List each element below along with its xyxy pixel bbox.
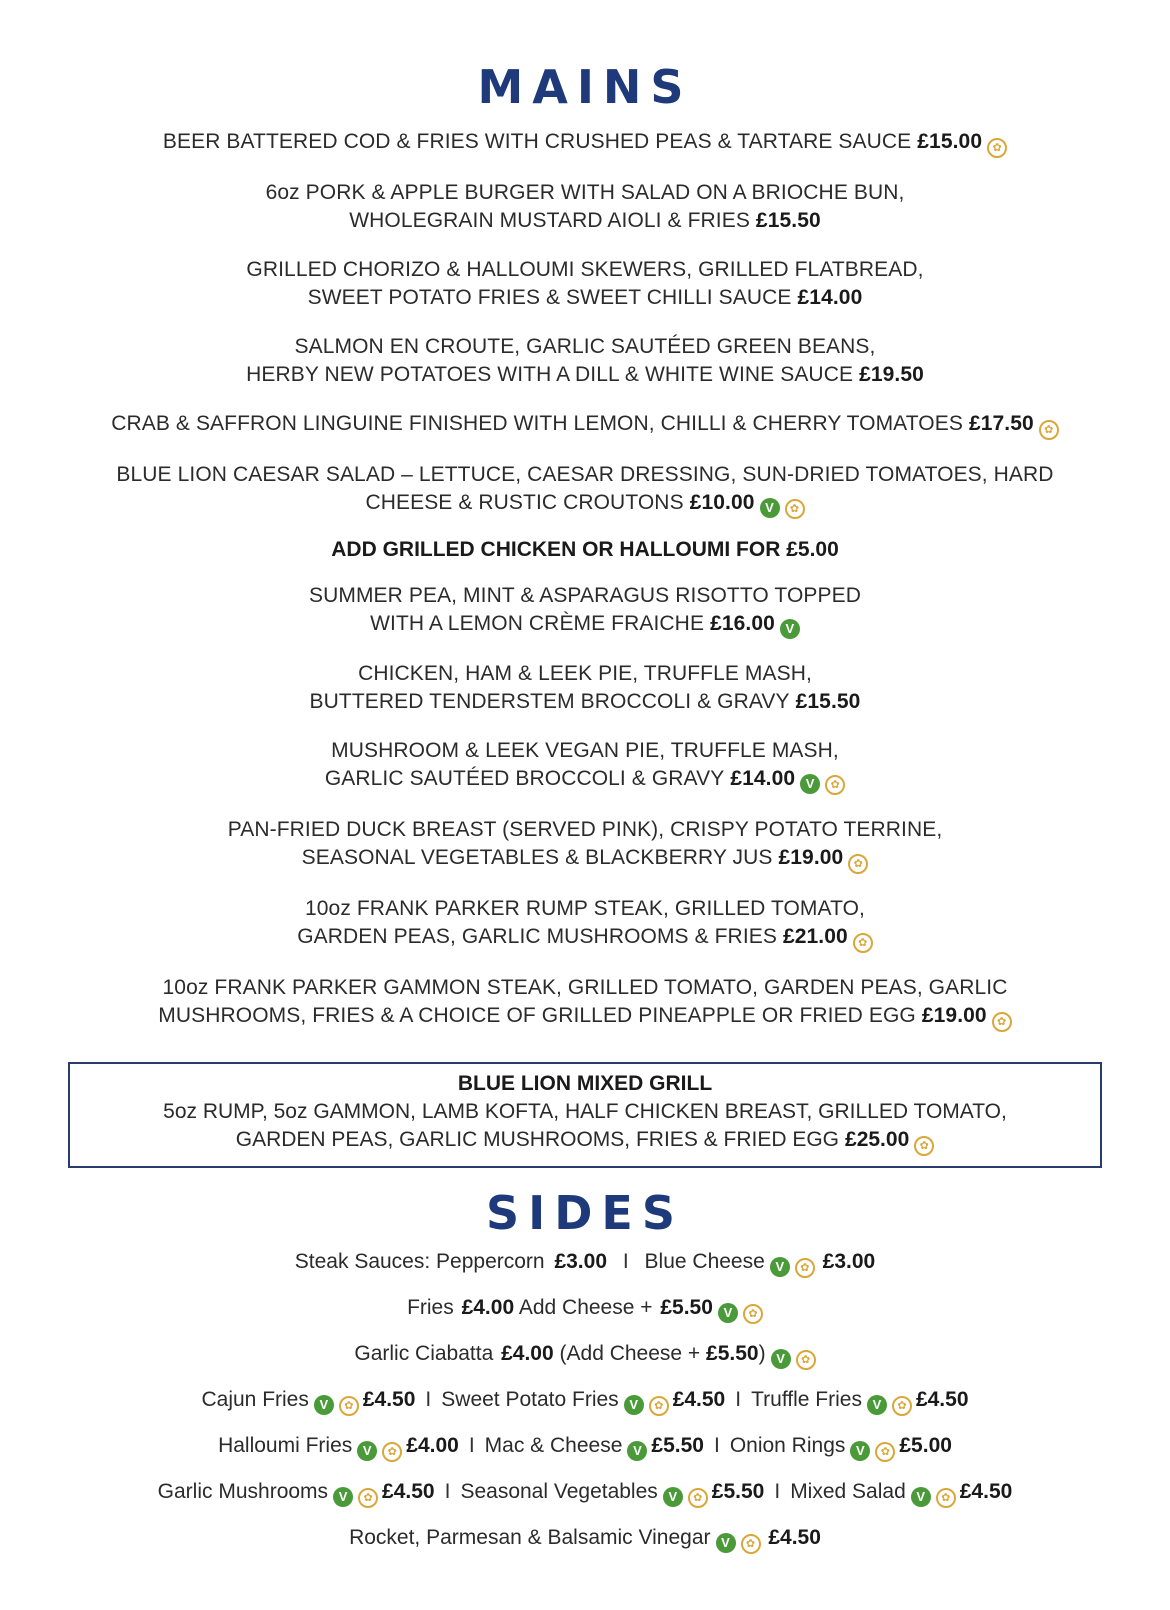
menu-item	[35, 333, 1135, 389]
side-label: Garlic Mushrooms	[157, 1480, 329, 1503]
gluten-free-icon: ✿	[743, 1304, 763, 1324]
gluten-free-icon: ✿	[796, 1350, 816, 1370]
menu-item	[35, 737, 1135, 795]
side-row-garlic-ciabatta	[0, 1340, 1170, 1370]
menu-item-price: £21.00	[782, 925, 848, 948]
menu-item-description: 10oz FRANK PARKER GAMMON STEAK, GRILLED TOMATO, GARDEN PEAS, GARLIC	[162, 976, 1008, 999]
menu-item-description: SALMON EN CROUTE, GARLIC SAUTÉED GREEN BEANS,	[294, 335, 876, 358]
menu-item-price: £15.50	[795, 690, 861, 713]
vegetarian-icon: V	[357, 1441, 377, 1461]
side-row-halloumi-mac-onion	[0, 1432, 1170, 1462]
gluten-free-icon: ✿	[875, 1442, 895, 1462]
side-addon-price: £5.50	[706, 1342, 759, 1365]
side-label: Onion Rings	[729, 1434, 846, 1457]
side-label: Rocket, Parmesan & Balsamic Vinegar	[349, 1526, 711, 1549]
mixed-grill-price: £25.00	[845, 1128, 910, 1151]
vegetarian-icon: V	[627, 1441, 647, 1461]
side-price: £3.00	[822, 1250, 876, 1273]
menu-item-price: £19.00	[921, 1004, 987, 1027]
side-row-fries-variants	[0, 1386, 1170, 1416]
vegetarian-icon: V	[911, 1487, 931, 1507]
vegetarian-icon: V	[663, 1487, 683, 1507]
side-price: £3.00	[554, 1250, 608, 1273]
menu-item-price: £16.00	[710, 612, 775, 635]
gluten-free-icon: ✿	[795, 1258, 815, 1278]
menu-item	[35, 582, 1135, 639]
side-label: Garlic Ciabatta	[354, 1342, 494, 1365]
menu-item	[35, 179, 1135, 235]
menu-item-description: GARLIC SAUTÉED BROCCOLI & GRAVY	[324, 767, 725, 790]
menu-item-price: £19.00	[778, 846, 844, 869]
vegetarian-icon: V	[314, 1395, 334, 1415]
gluten-free-icon: ✿	[649, 1396, 669, 1416]
side-price: £5.50	[711, 1480, 765, 1503]
gluten-free-icon: ✿	[936, 1488, 956, 1508]
gluten-free-icon: ✿	[382, 1442, 402, 1462]
side-addon-price: £5.50	[660, 1296, 713, 1319]
menu-item-price: £15.00	[917, 130, 983, 153]
mains-heading: MAINS	[477, 60, 693, 114]
menu-item-description: PAN-FRIED DUCK BREAST (SERVED PINK), CRISPY POTATO TERRINE,	[227, 818, 943, 841]
gluten-free-icon: ✿	[992, 1012, 1012, 1032]
vegetarian-icon: V	[716, 1533, 736, 1553]
vegetarian-icon: V	[624, 1395, 644, 1415]
vegetarian-icon: V	[771, 1349, 791, 1369]
gluten-free-icon: ✿	[741, 1534, 761, 1554]
menu-item	[35, 461, 1135, 519]
side-label: Sweet Potato Fries	[441, 1388, 619, 1411]
separator: I	[735, 1388, 742, 1411]
separator: I	[425, 1388, 432, 1411]
menu-item	[35, 660, 1135, 716]
gluten-free-icon: ✿	[848, 854, 868, 874]
side-addon-label: Add Cheese +	[518, 1296, 653, 1319]
side-label: Truffle Fries	[751, 1388, 862, 1411]
side-price: £4.50	[362, 1388, 416, 1411]
menu-item-price: £14.00	[797, 286, 863, 309]
side-price: £4.50	[959, 1480, 1013, 1503]
menu-item-description: SWEET POTATO FRIES & SWEET CHILLI SAUCE	[307, 286, 792, 309]
side-label: Mixed Salad	[790, 1480, 906, 1503]
side-label: Mac & Cheese	[484, 1434, 623, 1457]
side-row-fries	[0, 1294, 1170, 1324]
caesar-addon-note: ADD GRILLED CHICKEN OR HALLOUMI FOR £5.00	[331, 538, 839, 561]
gluten-free-icon: ✿	[853, 933, 873, 953]
side-price: £5.00	[899, 1434, 952, 1457]
gluten-free-icon: ✿	[892, 1396, 912, 1416]
mixed-grill-title: BLUE LION MIXED GRILL	[457, 1072, 713, 1095]
side-price: £4.00	[461, 1296, 515, 1319]
menu-item-price: £15.50	[755, 209, 821, 232]
menu-item-description: CRAB & SAFFRON LINGUINE FINISHED WITH LEMON, CHILLI & CHERRY TOMATOES	[111, 412, 963, 435]
vegetarian-icon: V	[333, 1487, 353, 1507]
menu-item-description: 10oz FRANK PARKER RUMP STEAK, GRILLED TOMATO,	[305, 897, 865, 920]
side-label: Steak Sauces: Peppercorn	[294, 1250, 545, 1273]
side-row-mushrooms-veg-salad	[0, 1478, 1170, 1508]
side-price: £4.50	[672, 1388, 726, 1411]
menu-item-description: BEER BATTERED COD & FRIES WITH CRUSHED PEAS & TARTARE SAUCE	[162, 130, 912, 153]
menu-item	[35, 128, 1135, 158]
gluten-free-icon: ✿	[1039, 420, 1059, 440]
separator: I	[713, 1434, 720, 1457]
menu-item-description: 6oz PORK & APPLE BURGER WITH SALAD ON A BRIOCHE BUN,	[265, 181, 905, 204]
vegetarian-icon: V	[850, 1441, 870, 1461]
menu-item	[35, 895, 1135, 953]
menu-item-description: HERBY NEW POTATOES WITH A DILL & WHITE WINE SAUCE	[246, 363, 854, 386]
side-price: £4.00	[406, 1434, 459, 1457]
vegetarian-icon: V	[800, 774, 820, 794]
side-price: £4.00	[501, 1342, 554, 1365]
side-addon-close: )	[758, 1342, 766, 1365]
menu-item-price: £19.50	[859, 363, 924, 386]
menu-item-price: £10.00	[689, 491, 755, 514]
side-row-steak-sauces	[0, 1248, 1170, 1278]
menu-item	[35, 410, 1135, 440]
separator: I	[622, 1250, 629, 1273]
gluten-free-icon: ✿	[914, 1136, 934, 1156]
side-price: £4.50	[768, 1526, 821, 1549]
menu-item-description: CHEESE & RUSTIC CROUTONS	[365, 491, 684, 514]
vegetarian-icon: V	[770, 1257, 790, 1277]
side-label: Fries	[407, 1296, 454, 1319]
menu-item-description: CHICKEN, HAM & LEEK PIE, TRUFFLE MASH,	[358, 662, 812, 685]
mixed-grill-box	[68, 1062, 1102, 1168]
vegetarian-icon: V	[760, 498, 780, 518]
menu-item	[35, 256, 1135, 312]
menu-item	[35, 816, 1135, 874]
menu-item-price: £17.50	[968, 412, 1034, 435]
gluten-free-icon: ✿	[825, 775, 845, 795]
vegetarian-icon: V	[780, 619, 800, 639]
menu-item-description: BUTTERED TENDERSTEM BROCCOLI & GRAVY	[309, 690, 790, 713]
gluten-free-icon: ✿	[358, 1488, 378, 1508]
side-addon-label: (Add Cheese +	[559, 1342, 701, 1365]
menu-item	[35, 974, 1135, 1032]
menu-item-description: SUMMER PEA, MINT & ASPARAGUS RISOTTO TOPPED	[309, 584, 861, 607]
side-price: £5.50	[651, 1434, 704, 1457]
mains-list	[0, 128, 1170, 1032]
side-price: £4.50	[382, 1480, 435, 1503]
menu-item-description: MUSHROOM & LEEK VEGAN PIE, TRUFFLE MASH,	[331, 739, 839, 762]
separator: I	[468, 1434, 475, 1457]
separator: I	[444, 1480, 451, 1503]
side-row-rocket	[0, 1524, 1170, 1554]
mixed-grill-line: GARDEN PEAS, GARLIC MUSHROOMS, FRIES & FRIED EGG	[235, 1128, 840, 1151]
vegetarian-icon: V	[718, 1303, 738, 1323]
side-label: Cajun Fries	[201, 1388, 309, 1411]
side-label: Seasonal Vegetables	[460, 1480, 658, 1503]
menu-item-price: £14.00	[730, 767, 796, 790]
sides-heading: SIDES	[486, 1186, 684, 1240]
menu-item-description: BLUE LION CAESAR SALAD – LETTUCE, CAESAR DRESSING, SUN-DRIED TOMATOES, HARD	[116, 463, 1054, 486]
menu-item-description: GARDEN PEAS, GARLIC MUSHROOMS & FRIES	[297, 925, 777, 948]
gluten-free-icon: ✿	[339, 1396, 359, 1416]
mixed-grill-line: 5oz RUMP, 5oz GAMMON, LAMB KOFTA, HALF CHICKEN BREAST, GRILLED TOMATO,	[163, 1100, 1007, 1123]
vegetarian-icon: V	[867, 1395, 887, 1415]
gluten-free-icon: ✿	[785, 499, 805, 519]
separator: I	[774, 1480, 781, 1503]
menu-item-description: MUSHROOMS, FRIES & A CHOICE OF GRILLED PINEAPPLE OR FRIED EGG	[158, 1004, 916, 1027]
menu-item-description: WITH A LEMON CRÈME FRAICHE	[370, 612, 705, 635]
menu-item-description: WHOLEGRAIN MUSTARD AIOLI & FRIES	[349, 209, 750, 232]
gluten-free-icon: ✿	[987, 138, 1007, 158]
side-price: £4.50	[915, 1388, 969, 1411]
gluten-free-icon: ✿	[688, 1488, 708, 1508]
menu-item-description: GRILLED CHORIZO & HALLOUMI SKEWERS, GRILLED FLATBREAD,	[246, 258, 924, 281]
side-label: Halloumi Fries	[218, 1434, 353, 1457]
menu-item-description: SEASONAL VEGETABLES & BLACKBERRY JUS	[301, 846, 773, 869]
side-label: Blue Cheese	[644, 1250, 765, 1273]
